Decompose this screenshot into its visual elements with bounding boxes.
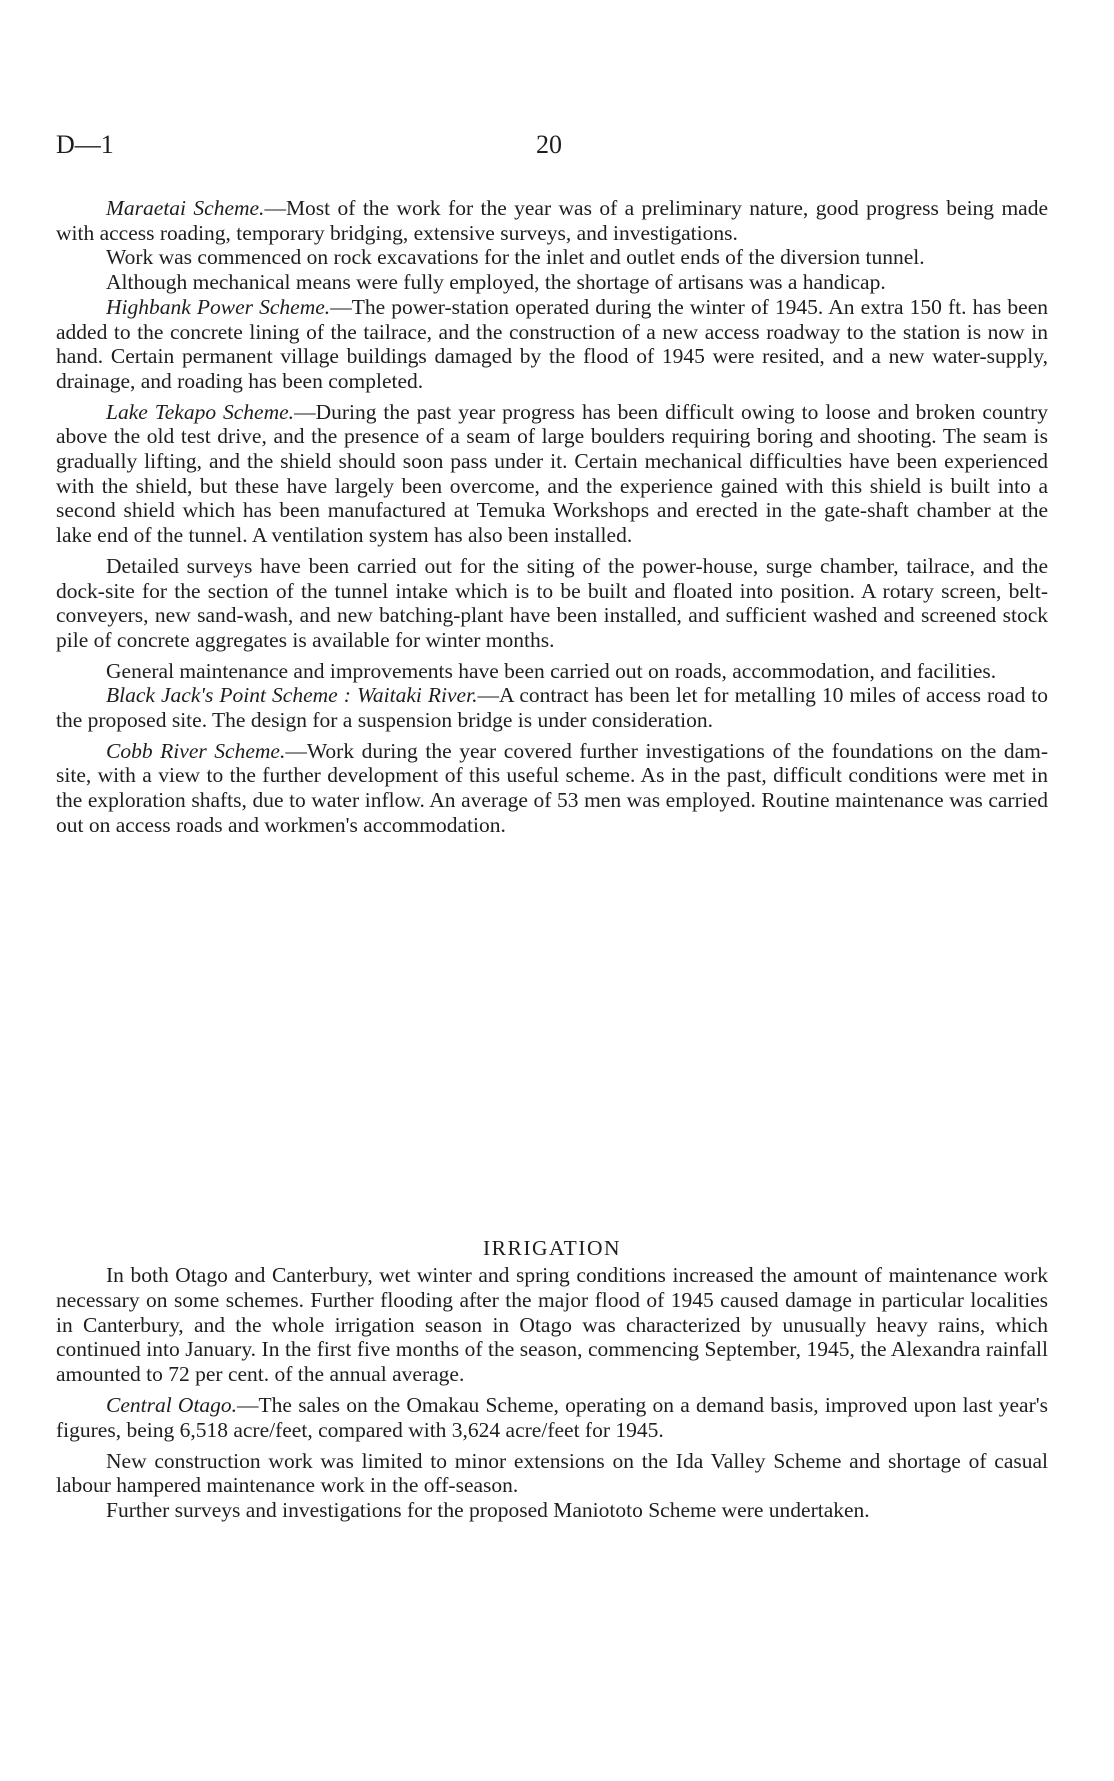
paragraph-text: —Most of the work for the year was of a preliminary nature, good progress being made with access roading, temporary bridging, extensive surveys, and investigations. — [56, 196, 1049, 245]
paragraph-irrigation-conditions — [56, 1263, 1048, 1387]
paragraph-general-maintenance — [56, 659, 1048, 684]
paragraph-lead: Highbank Power Scheme. — [106, 294, 331, 319]
paragraph-text: Detailed surveys have been carried out for the siting of the power-house, surge chamber, tailrace, and the dock-site for the section of the tunnel intake which is to be built and floated into position. A rotary screen, belt-conveyers, new sand-wash, and new batching-plant have been installed, and sufficient washed and screened stock pile of concrete aggregates is available for winter months. — [56, 553, 1048, 652]
paragraph-text: —During the past year progress has been difficult owing to loose and broken country above the old test drive, and the presence of a seam of large boulders requiring boring and shooting. The seam is gradually lifting, and the shield should soon pass under it. Certain mechanical difficulties have been experienced with the shield, but these have largely been overcome, and the experience gained with this shield is built into a second shield which has been manufactured at Temuka Workshops and erected in the gate-shaft chamber at the lake end of the tunnel. A ventilation system has also been installed. — [56, 399, 1048, 548]
paragraph-artisans-shortage — [56, 270, 1048, 295]
paragraph-text: In both Otago and Canterbury, wet winter and spring conditions increased the amount of maintenance work necessary on some schemes. Further flooding after the major flood of 1945 caused damage in particular localities in Canterbury, and the whole irrigation season in Otago was characterized by unusually heavy rains, which continued into January. In the first five months of the season, commencing September, 1945, the Alexandra rainfall amounted to 72 per cent. of the annual average. — [56, 1263, 1048, 1387]
paragraph-lead: Maraetai Scheme. — [106, 196, 265, 220]
section-heading-irrigation: IRRIGATION — [482, 1236, 622, 1260]
paragraph-text: New construction work was limited to minor extensions on the Ida Valley Scheme and shortage of casual labour hampered maintenance work in the off-season. — [56, 1448, 1048, 1498]
paragraph-cobb-river-scheme — [56, 739, 1048, 838]
paragraph-lake-tekapo-scheme — [56, 400, 1048, 548]
page-header — [56, 128, 1048, 162]
document-code: D—1 — [56, 130, 114, 159]
paragraph-central-otago — [56, 1393, 1048, 1443]
paragraph-text: Work was commenced on rock excavations for the inlet and outlet ends of the diversion tunnel. — [106, 245, 925, 270]
paragraph-text: —Work during the year covered further investigations of the foundations on the dam-site, with a view to the further development of this useful scheme. As in the past, difficult conditions were met in the exploration shafts, due to water inflow. An average of 53 men was employed. Routine maintenance was carried out on access roads and workmen's accommodation. — [56, 738, 1048, 837]
paragraph-highbank-power-scheme — [56, 295, 1048, 394]
paragraph-detailed-surveys — [56, 554, 1048, 653]
paragraph-rock-excavations — [56, 245, 1048, 270]
paragraph-lead: Lake Tekapo Scheme. — [106, 399, 295, 424]
paragraph-maniototo-surveys — [56, 1498, 1048, 1523]
paragraph-text: Further surveys and investigations for the proposed Maniototo Scheme were undertaken. — [106, 1498, 870, 1523]
body-text — [56, 196, 1048, 838]
paragraph-lead: Black Jack's Point Scheme : Waitaki River. — [106, 683, 478, 708]
paragraph-lead: Central Otago. — [106, 1392, 238, 1417]
paragraph-text: —A contract has been let for metalling 10 miles of access road to the proposed site. The design for a suspension bridge is under consideration. — [56, 683, 1048, 733]
irrigation-text — [56, 1263, 1048, 1523]
paragraph-text: Although mechanical means were fully employed, the shortage of artisans was a handicap. — [106, 270, 886, 295]
paragraph-text: —The sales on the Omakau Scheme, operating on a demand basis, improved upon last year's figures, being 6,518 acre/feet, compared with 3,624 acre/feet for 1945. — [56, 1392, 1048, 1442]
page-number: 20 — [536, 130, 562, 159]
paragraph-text: General maintenance and improvements have been carried out on roads, accommodation, and facilities. — [106, 658, 997, 683]
paragraph-lead: Cobb River Scheme. — [106, 738, 286, 763]
paragraph-maraetai-scheme — [56, 196, 1048, 245]
paragraph-new-construction — [56, 1449, 1048, 1499]
paragraph-text: —The power-station operated during the winter of 1945. An extra 150 ft. has been added to the concrete lining of the tailrace, and the construction of a new access roadway to the station is now in hand. Certain permanent village buildings damaged by the flood of 1945 were resited, and a new water-supply, drainage, and roading has been completed. — [56, 294, 1048, 393]
paragraph-black-jacks-point-scheme — [56, 683, 1048, 732]
